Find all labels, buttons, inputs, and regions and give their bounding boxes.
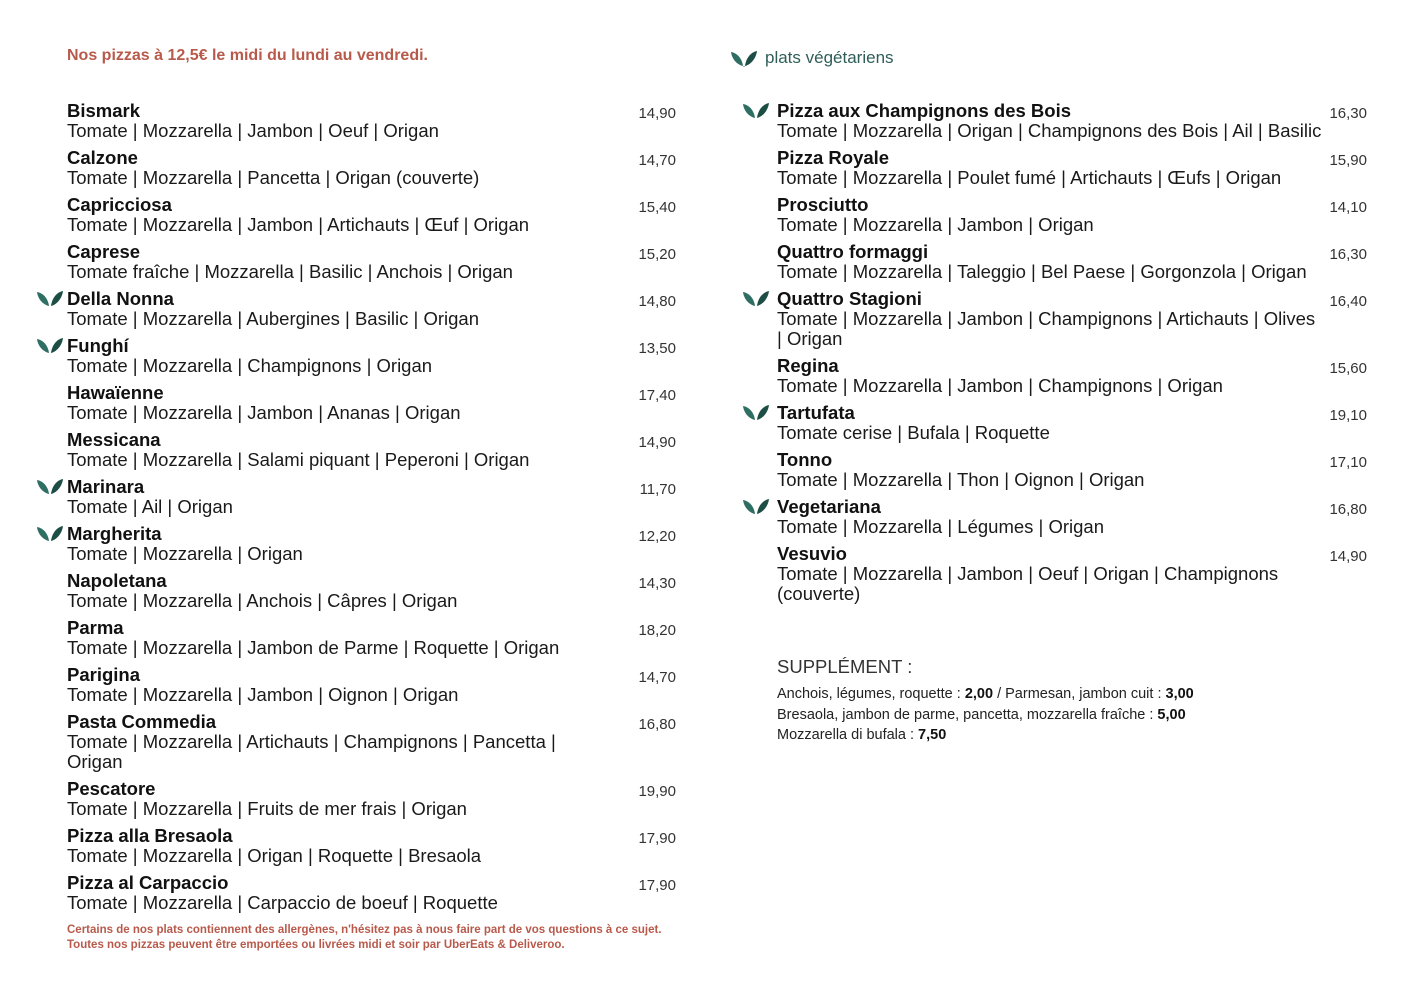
pizza-name: Pasta Commedia [67,711,217,732]
menu-item [67,873,676,913]
pizza-name: Pizza alla Bresaola [67,825,233,846]
supplement-text: / Parmesan, jambon cuit : [993,686,1166,702]
pizza-price: 17,40 [638,387,676,404]
menu-item [67,101,676,141]
pizza-ingredients: Tomate | Mozzarella | Aubergines | Basilic | Origan [67,308,480,329]
menu-item [67,430,676,470]
pizza-ingredients: Tomate | Mozzarella | Jambon | Oeuf | Origan | Champignons (couverte) [777,563,1279,604]
pizza-name: Capricciosa [67,194,172,215]
supplement-title: SUPPLÉMENT : [777,656,913,677]
footer-allergen-note: Certains de nos plats contiennent des allergènes, n'hésitez pas à nous faire part de vos questions à ce sujet. [67,924,662,936]
pizza-ingredients: Tomate | Mozzarella | Jambon | Artichauts | Œuf | Origan [67,214,530,235]
vegetarian-leaf-icon [36,335,64,355]
vegetarian-legend [730,48,894,68]
menu-item [777,403,1367,443]
pizza-name: Funghí [67,335,129,356]
pizza-name: Marinara [67,476,145,497]
menu-item [67,618,676,658]
supplement-text: Bresaola, jambon de parme, pancetta, mozzarella fraîche : [777,706,1158,723]
supplement-price: 3,00 [1165,686,1194,702]
pizza-ingredients: Tomate | Mozzarella | Champignons | Origan [67,355,433,376]
pizza-price: 15,60 [1329,360,1367,377]
pizza-ingredients: Tomate | Mozzarella | Jambon | Champignons | Artichauts | Olives | Origan [777,308,1316,349]
pizza-name: Vesuvio [777,543,847,564]
vegetarian-leaf-icon [36,523,64,543]
pizza-name: Caprese [67,241,141,262]
menu-item [67,571,676,611]
pizza-ingredients: Tomate | Ail | Origan [67,496,233,517]
pizza-price: 14,70 [638,152,676,169]
pizza-price: 14,70 [638,669,676,686]
footer-note [67,923,662,952]
vegetarian-leaf-icon [36,288,64,308]
menu-item [67,524,676,564]
supplement-lines [777,684,1194,746]
pizza-ingredients: Tomate | Mozzarella | Pancetta | Origan (couverte) [67,167,480,188]
pizza-price: 14,90 [638,105,676,122]
pizza-price: 18,20 [638,622,676,639]
menu-left-column [67,101,676,920]
supplement-text: Anchois, légumes, roquette : [777,686,965,702]
pizza-ingredients: Tomate fraîche | Mozzarella | Basilic | Anchois | Origan [67,261,513,282]
pizza-ingredients: Tomate | Mozzarella | Fruits de mer frais | Origan [67,798,467,819]
pizza-name: Vegetariana [777,496,881,517]
menu-item [67,195,676,235]
pizza-name: Pescatore [67,778,156,799]
pizza-price: 16,40 [1329,293,1367,310]
pizza-name: Pizza al Carpaccio [67,872,229,893]
menu-item [67,383,676,423]
menu-item [777,497,1367,537]
vegetarian-leaf-icon [742,288,770,308]
menu-item [67,712,676,772]
pizza-ingredients: Tomate | Mozzarella | Origan | Roquette | Bresaola [67,845,482,866]
pizza-name: Pizza aux Champignons des Bois [777,100,1072,121]
pizza-ingredients: Tomate | Mozzarella | Jambon de Parme | Roquette | Origan [67,637,560,658]
supplement-price: 2,00 [964,686,994,702]
pizza-name: Quattro Stagioni [777,288,922,309]
pizza-ingredients: Tomate | Mozzarella | Origan | Champignons des Bois | Ail | Basilic [777,120,1322,141]
pizza-price: 17,90 [638,830,676,847]
pizza-name: Tartufata [777,402,855,423]
menu-item [67,289,676,329]
menu-item [67,477,676,517]
supplement-line [777,725,1194,746]
pizza-ingredients: Tomate | Mozzarella | Légumes | Origan [777,516,1105,537]
menu-item [777,242,1367,282]
pizza-price: 19,10 [1329,407,1367,424]
pizza-price: 12,20 [638,528,676,545]
leaf-icon [730,48,758,68]
pizza-price: 17,10 [1329,454,1367,471]
promo-banner: Nos pizzas à 12,5€ le midi du lundi au vendredi. [67,47,428,64]
pizza-name: Tonno [777,449,833,470]
menu-item [67,665,676,705]
pizza-price: 13,50 [638,340,676,357]
vegetarian-leaf-icon [742,402,770,422]
pizza-price: 16,80 [638,716,676,733]
pizza-ingredients: Tomate | Mozzarella | Artichauts | Champignons | Pancetta | Origan [67,731,556,772]
pizza-name: Hawaïenne [67,382,164,403]
pizza-name: Napoletana [67,570,167,591]
pizza-price: 19,90 [638,783,676,800]
pizza-ingredients: Tomate cerise | Bufala | Roquette [777,422,1050,443]
menu-item [777,289,1367,349]
pizza-ingredients: Tomate | Mozzarella | Thon | Oignon | Origan [777,469,1145,490]
pizza-name: Margherita [67,523,162,544]
pizza-ingredients: Tomate | Mozzarella | Jambon | Champignons | Origan [777,375,1223,396]
supplement-price: 7,50 [918,727,947,743]
pizza-price: 15,90 [1329,152,1367,169]
footer-delivery-note: Toutes nos pizzas peuvent être emportées ou livrées midi et soir par UberEats & Deliveroo. [67,938,565,951]
pizza-price: 14,80 [638,293,676,310]
menu-item [67,336,676,376]
pizza-name: Parma [67,617,124,638]
pizza-price: 15,20 [638,246,676,263]
supplement-section [777,656,1194,746]
pizza-name: Bismark [67,100,141,121]
pizza-price: 17,90 [638,877,676,894]
pizza-price: 16,80 [1329,501,1367,518]
pizza-ingredients: Tomate | Mozzarella | Poulet fumé | Artichauts | Œufs | Origan [777,167,1282,188]
supplement-line [777,705,1194,726]
menu-item [777,148,1367,188]
menu-item [777,356,1367,396]
menu-item [67,826,676,866]
pizza-price: 14,90 [638,434,676,451]
pizza-price: 11,70 [639,481,676,498]
pizza-name: Quattro formaggi [777,241,929,262]
supplement-text: Mozzarella di bufala : [777,727,919,743]
menu-item [777,544,1367,604]
pizza-name: Della Nonna [67,288,174,309]
menu-item [67,148,676,188]
pizza-price: 16,30 [1329,246,1367,263]
pizza-ingredients: Tomate | Mozzarella | Jambon | Oignon | Origan [67,684,459,705]
supplement-price: 5,00 [1157,706,1186,723]
pizza-ingredients: Tomate | Mozzarella | Salami piquant | Peperoni | Origan [67,449,530,470]
pizza-name: Pizza Royale [777,147,890,168]
pizza-price: 14,90 [1329,548,1367,565]
vegetarian-leaf-icon [742,100,770,120]
menu-item [67,242,676,282]
pizza-name: Calzone [67,147,138,168]
pizza-ingredients: Tomate | Mozzarella | Origan [67,543,303,564]
pizza-name: Regina [777,355,839,376]
legend-label: plats végétariens [765,48,894,67]
menu-item [777,450,1367,490]
pizza-ingredients: Tomate | Mozzarella | Jambon | Ananas | Origan [67,402,461,423]
pizza-ingredients: Tomate | Mozzarella | Taleggio | Bel Paese | Gorgonzola | Origan [777,261,1307,282]
vegetarian-leaf-icon [742,496,770,516]
pizza-name: Messicana [67,429,161,450]
pizza-ingredients: Tomate | Mozzarella | Jambon | Origan [777,214,1094,235]
menu-item [777,195,1367,235]
pizza-price: 14,30 [638,575,676,592]
supplement-line [777,684,1194,705]
pizza-name: Prosciutto [777,194,869,215]
menu-item [777,101,1367,141]
pizza-price: 16,30 [1329,105,1367,122]
pizza-name: Parigina [67,664,140,685]
vegetarian-leaf-icon [36,476,64,496]
pizza-price: 15,40 [638,199,676,216]
pizza-ingredients: Tomate | Mozzarella | Jambon | Oeuf | Origan [67,120,439,141]
menu-item [67,779,676,819]
pizza-price: 14,10 [1329,199,1367,216]
pizza-ingredients: Tomate | Mozzarella | Anchois | Câpres | Origan [67,590,458,611]
menu-right-column [777,101,1367,611]
pizza-ingredients: Tomate | Mozzarella | Carpaccio de boeuf | Roquette [67,892,498,913]
